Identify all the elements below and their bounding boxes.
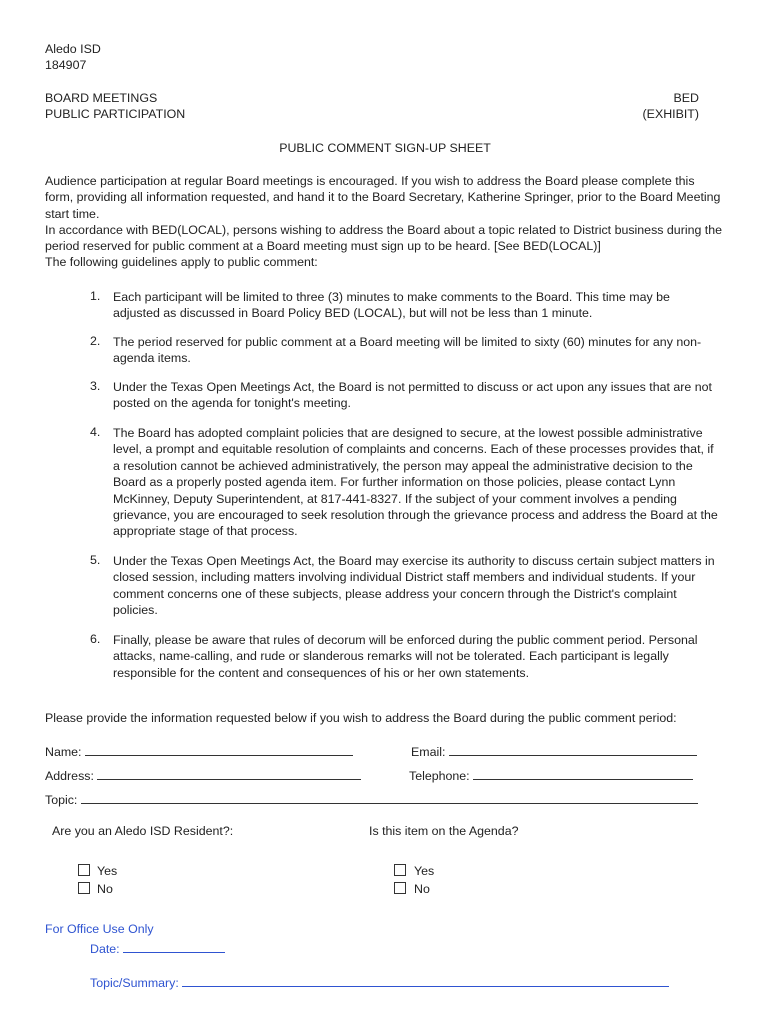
policy-type: (EXHIBIT) xyxy=(642,107,699,121)
list-number: 6. xyxy=(90,632,101,646)
topic-input-line[interactable] xyxy=(81,791,698,804)
intro-section xyxy=(45,173,725,271)
list-text: The period reserved for public comment at a Board meeting will be limited to sixty (60) minutes for any non-agenda items. xyxy=(113,335,702,366)
list-text: The Board has adopted complaint policies that are designed to secure, at the lowest possible administrative level, a prompt and equitable resolution of complaints and concerns. Each of these processes provides that, if a resolution cannot be achieved administratively, the person may appeal the administrative decision to the Board as a properly posted agenda item. For further information on those policies, please contact Lynn McKinney, Deputy Superintendent, at 817-441-8327. If the subject of your comment involves a pending grievance, you are encouraged to seek resolution through the grievance process and address the Board at the appropriate stage of that process. xyxy=(113,426,718,539)
topic-field[interactable] xyxy=(45,791,698,808)
email-field[interactable] xyxy=(411,743,697,760)
resident-no-checkbox[interactable] xyxy=(78,882,90,894)
district-name: Aledo ISD xyxy=(45,42,101,56)
office-date-line[interactable] xyxy=(123,940,225,953)
name-input-line[interactable] xyxy=(85,743,353,756)
intro-paragraph-3: The following guidelines apply to public comment: xyxy=(45,255,318,270)
list-text: Under the Texas Open Meetings Act, the Board is not permitted to discuss or act upon any issues that are not posted on the agenda for tonight's meeting. xyxy=(113,380,712,411)
agenda-no-checkbox[interactable] xyxy=(394,882,406,894)
agenda-question: Is this item on the Agenda? xyxy=(369,824,519,838)
list-text: Under the Texas Open Meetings Act, the Board may exercise its authority to discuss certain subject matters in closed session, including matters involving individual District staff members and individual students. If your comment concerns one of these subjects, please address your concern through the District's complaint policies. xyxy=(113,554,715,618)
resident-yes-checkbox[interactable] xyxy=(78,864,90,876)
list-text: Each participant will be limited to three (3) minutes to make comments to the Board. This time may be adjusted as discussed in Board Policy BED (LOCAL), but will not be less than 1 minute. xyxy=(113,290,670,321)
resident-no-label: No xyxy=(97,882,113,896)
intro-paragraph-2: In accordance with BED(LOCAL), persons wishing to address the Board about a topic related to District business during the period reserved for public comment at a Board meeting must sign up to be heard. [See BED(LOCAL)] xyxy=(45,222,723,254)
list-number: 3. xyxy=(90,379,101,393)
office-summary-line[interactable] xyxy=(182,974,669,987)
email-label: Email: xyxy=(411,745,446,759)
list-number: 5. xyxy=(90,553,101,567)
address-field[interactable] xyxy=(45,767,361,784)
form-instructions: Please provide the information requested below if you wish to address the Board during the public comment period: xyxy=(45,711,677,725)
office-date-field[interactable] xyxy=(90,940,225,957)
resident-question: Are you an Aledo ISD Resident?: xyxy=(52,824,234,838)
resident-yes-label: Yes xyxy=(97,864,118,878)
intro-paragraph-1: Audience participation at regular Board meetings is encouraged. If you wish to address the Board please complete this form, providing all information requested, and hand it to the Board Secretary, Katherine Springer, prior to the Board Meeting start time. xyxy=(45,174,721,221)
telephone-label: Telephone: xyxy=(409,769,470,783)
list-number: 1. xyxy=(90,289,101,303)
section-subtitle: PUBLIC PARTICIPATION xyxy=(45,107,186,121)
address-label: Address: xyxy=(45,769,94,783)
topic-label: Topic: xyxy=(45,793,78,807)
district-code: 184907 xyxy=(45,58,87,72)
list-text: Finally, please be aware that rules of decorum will be enforced during the public comment period. Personal attacks, name-calling, and rude or slanderous remarks will not be tolerated. Each participant is legally responsible for the content and consequences of his or her own statements. xyxy=(113,633,698,680)
office-use-heading: For Office Use Only xyxy=(45,922,154,936)
page-title: PUBLIC COMMENT SIGN-UP SHEET xyxy=(279,141,491,155)
agenda-yes-label: Yes xyxy=(414,864,435,878)
telephone-field[interactable] xyxy=(409,767,693,784)
agenda-yes-checkbox[interactable] xyxy=(394,864,406,876)
section-title: BOARD MEETINGS xyxy=(45,91,158,105)
name-field[interactable] xyxy=(45,743,353,760)
list-number: 4. xyxy=(90,425,101,439)
address-input-line[interactable] xyxy=(97,767,361,780)
telephone-input-line[interactable] xyxy=(473,767,693,780)
name-label: Name: xyxy=(45,745,82,759)
agenda-no-label: No xyxy=(414,882,430,896)
email-input-line[interactable] xyxy=(449,743,697,756)
office-summary-field[interactable] xyxy=(90,974,669,991)
office-summary-label: Topic/Summary: xyxy=(90,976,179,990)
office-date-label: Date: xyxy=(90,942,120,956)
policy-code: BED xyxy=(673,91,699,105)
list-number: 2. xyxy=(90,334,101,348)
